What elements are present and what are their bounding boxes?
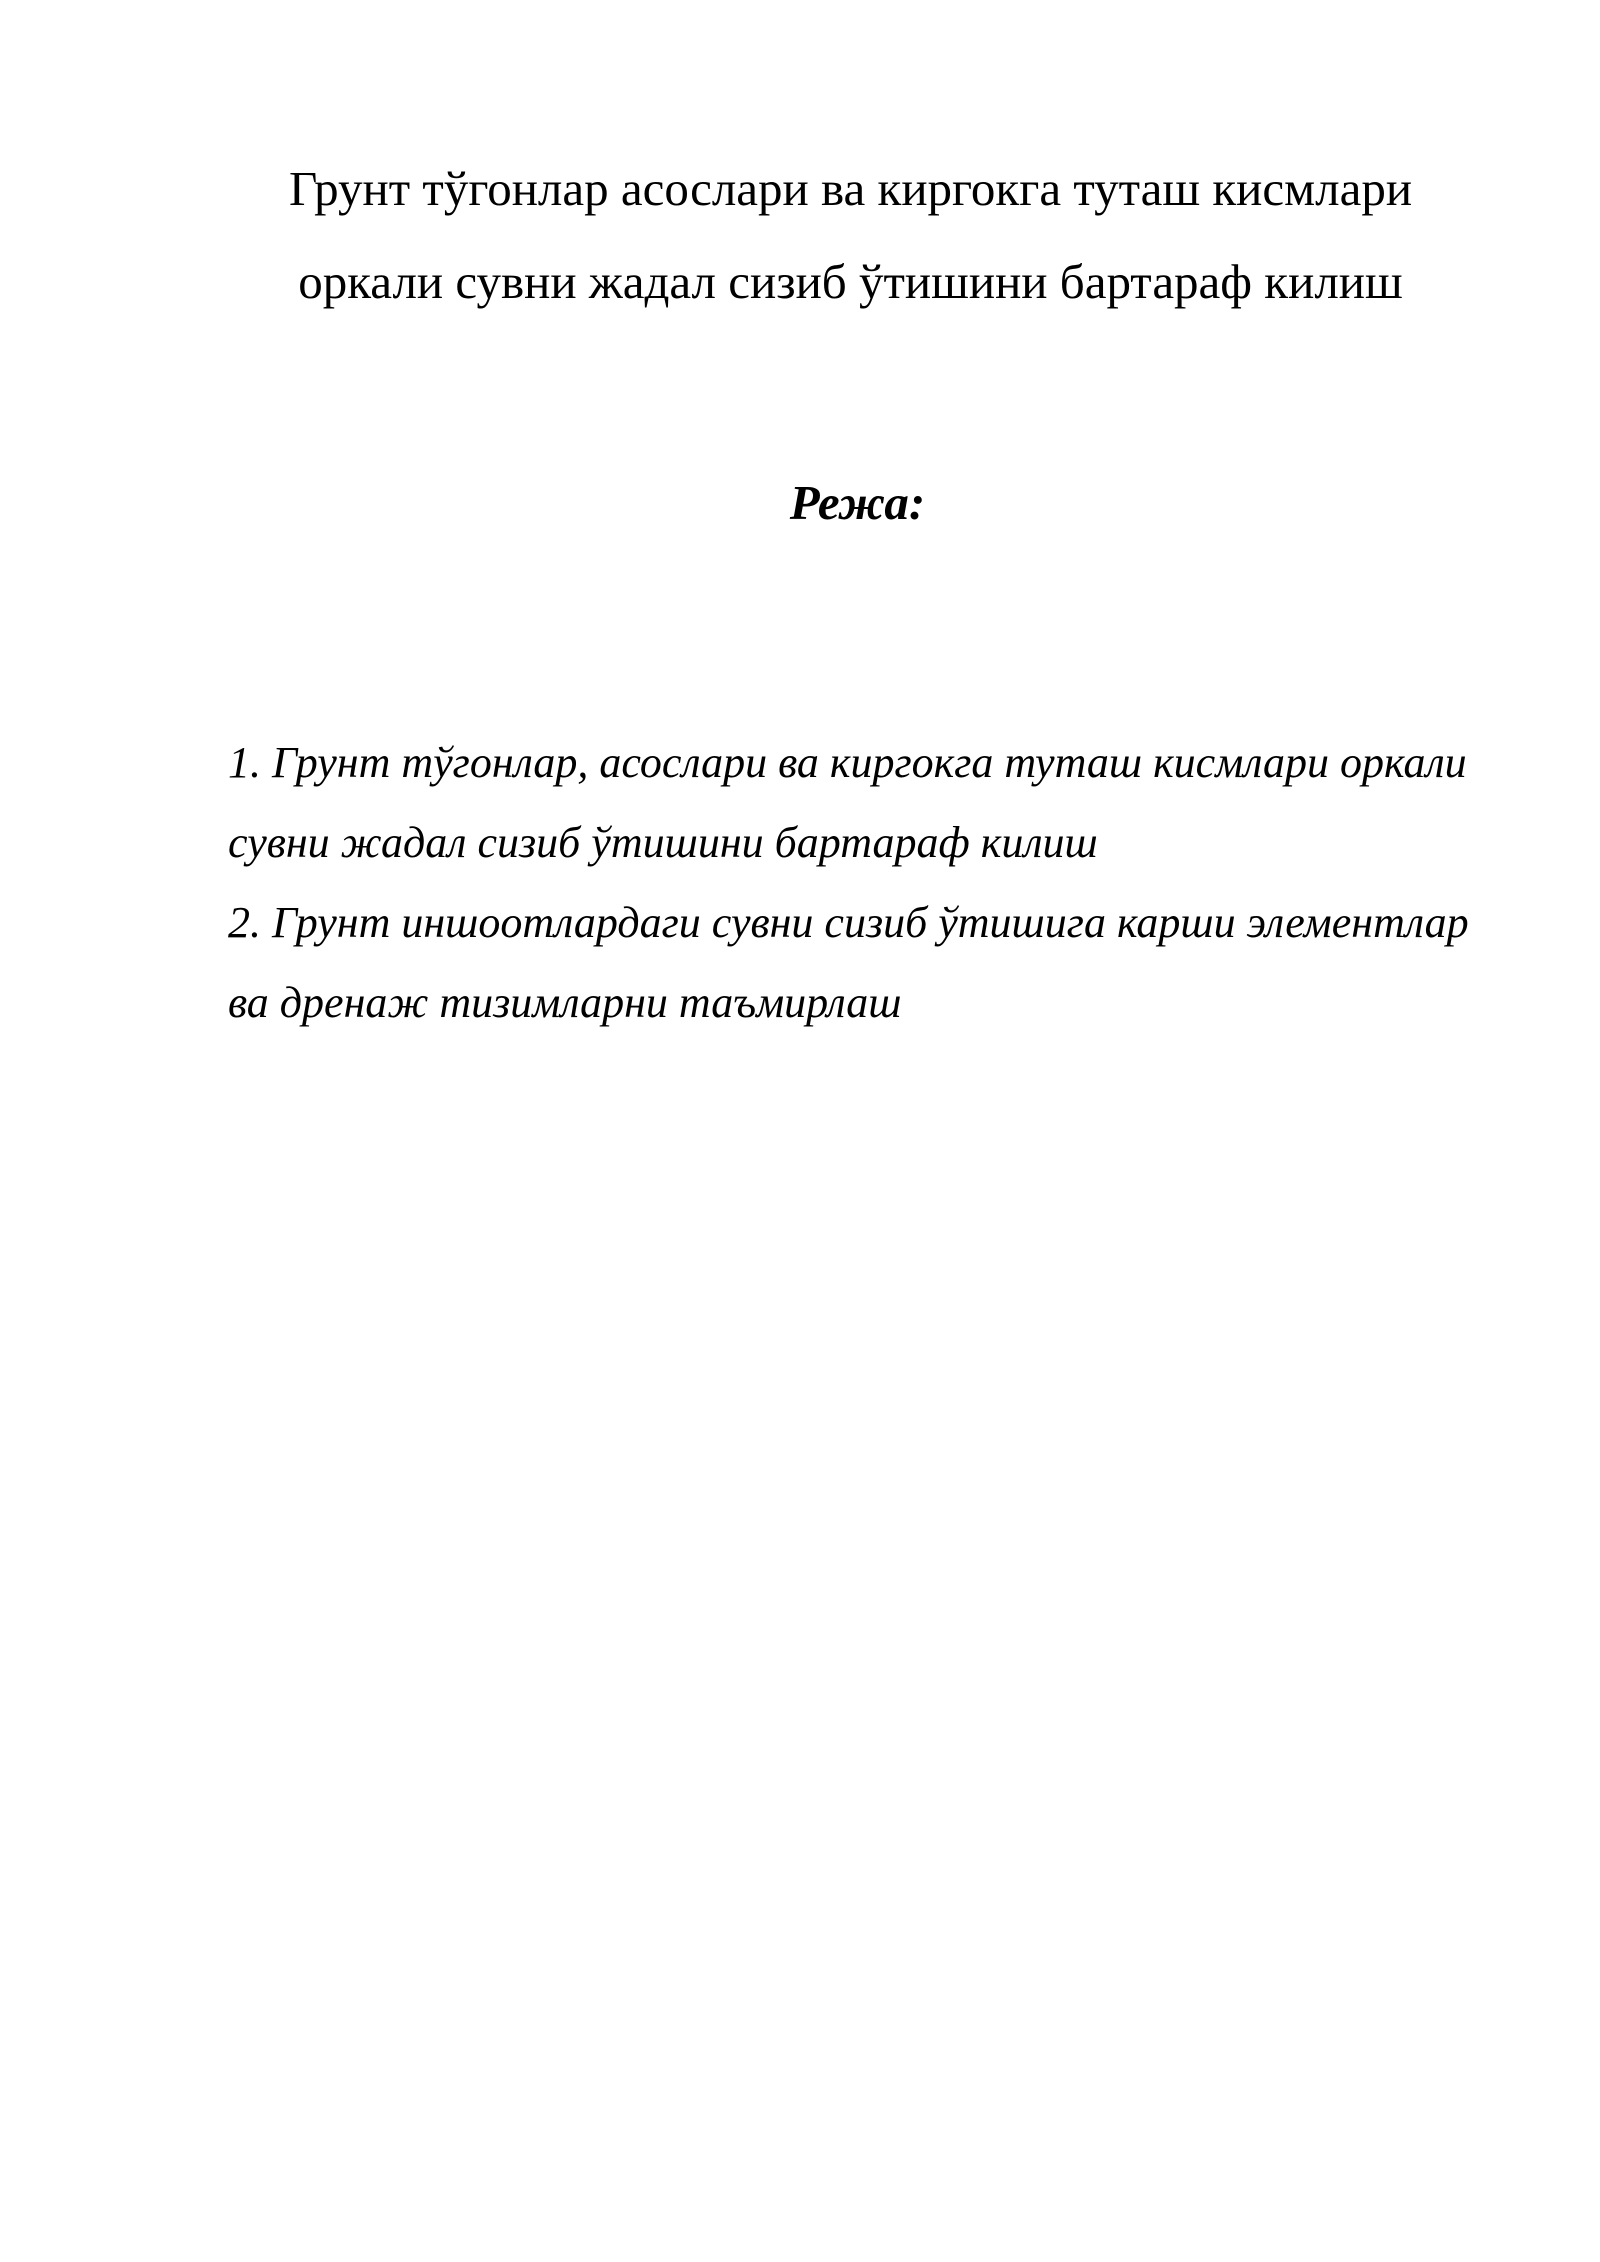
list-item-2-line-1: [228, 883, 1538, 963]
list-item-1-line-2: сувни жадал сизиб ўтишини бартараф килиш: [228, 818, 1098, 867]
list-item-1-line-1: [228, 723, 1538, 803]
list-item-2-text-start: Грунт иншоотлардаги сувни сизиб ўтишига карши элементлар: [272, 898, 1469, 947]
list-item-1-number: 1.: [228, 738, 261, 787]
title-line-2: оркали сувни жадал сизиб ўтишини бартараф килиш: [298, 254, 1403, 309]
title-line-1: Грунт тўгонлар асослари ва киргокга туташ кисмлари: [288, 161, 1413, 216]
document-title: [218, 142, 1483, 328]
list-item-2-line-2: ва дренаж тизимларни таъмирлаш: [228, 978, 902, 1027]
list-item-1-text-start: Грунт тўгонлар, асослари ва киргокга туташ кисмлари оркали: [272, 738, 1467, 787]
list-item-2-number: 2.: [228, 898, 261, 947]
list-item-1: [228, 723, 1538, 883]
plan-list: [228, 723, 1538, 1043]
list-item-2: [228, 883, 1538, 1043]
plan-heading: Режа:: [789, 475, 926, 530]
